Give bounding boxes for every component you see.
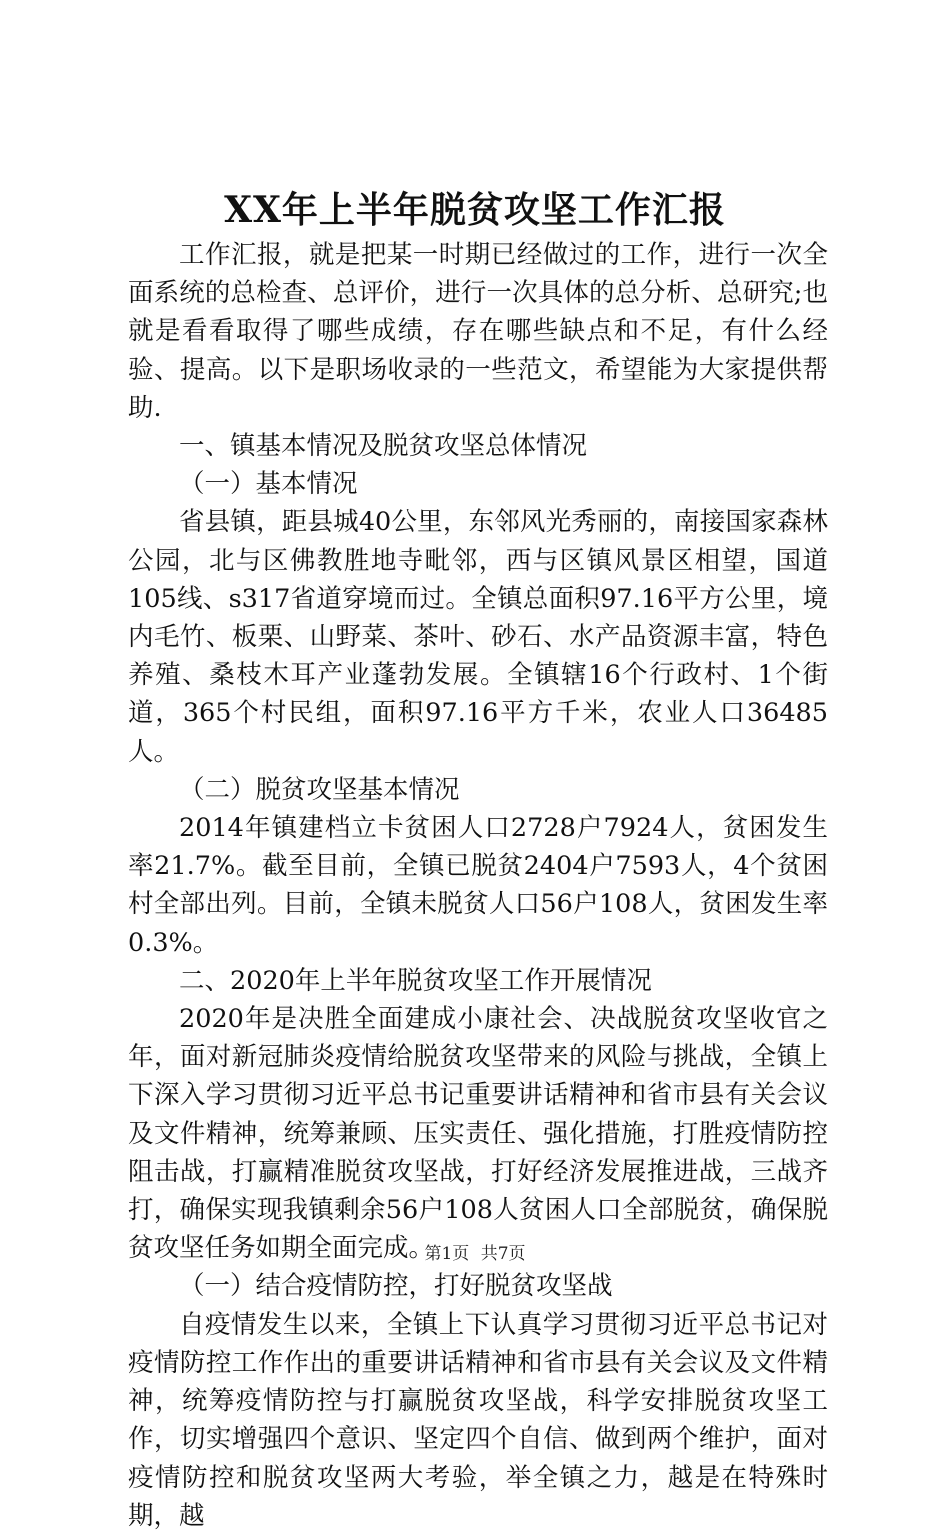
subsection-heading-1-1: （一）基本情况 [179,469,358,500]
page-footer [0,1242,950,1266]
section-heading-1: 一、镇基本情况及脱贫攻坚总体情况 [179,431,588,462]
intro-paragraph: 工作汇报，就是把某一时期已经做过的工作，进行一次全面系统的总检查、总评价，进行一次具体的总分析、总研究;也就是看看取得了哪些成绩，存在哪些缺点和不足，有什么经验、提高。以下是职场收录的一些范文，希望能为大家提供帮助. [128,240,828,423]
body-paragraph: 2014年镇建档立卡贫困人口2728户7924人，贫困发生率21.7%。截至目前，全镇已脱贫2404户7593人，4个贫困村全部出列。目前，全镇未脱贫人口56户108人，贫困发生率0.3%。 [128,813,828,958]
section-heading-2: 二、2020年上半年脱贫攻坚工作开展情况 [179,965,652,996]
document-title: XX年上半年脱贫攻坚工作汇报 [224,189,726,231]
body-paragraph: 自疫情发生以来，全镇上下认真学习贯彻习近平总书记对疫情防控工作作出的重要讲话精神和省市县有关会议及文件精神，统筹疫情防控与打赢脱贫攻坚战，科学安排脱贫攻坚工作，切实增强四个意识、坚定四个自信、做到两个维护，面对疫情防控和脱贫攻坚两大考验，举全镇之力，越是在特殊时期，越 [128,1309,828,1531]
subsection-heading-1-2: （二）脱贫攻坚基本情况 [179,774,460,805]
body-paragraph: 2020年是决胜全面建成小康社会、决战脱贫攻坚收官之年，面对新冠肺炎疫情给脱贫攻坚带来的风险与挑战，全镇上下深入学习贯彻习近平总书记重要讲话精神和省市县有关会议及文件精神，统筹兼顾、压实责任、强化措施，打胜疫情防控阻击战，打赢精准脱贫攻坚战，打好经济发展推进战，三战齐打，确保实现我镇剩余56户108人贫困人口全部脱贫，确保脱贫攻坚任务如期全面完成。 [128,1004,828,1264]
document-body [128,236,828,1535]
body-paragraph: 省县镇，距县城40公里，东邻风光秀丽的，南接国家森林公园，北与区佛教胜地寺毗邻，西与区镇风景区相望，国道105线、s317省道穿境而过。全镇总面积97.16平方公里，境内毛竹、板栗、山野菜、茶叶、砂石、水产品资源丰富，特色养殖、桑枝木耳产业蓬勃发展。全镇辖16个行政村、1个街道，365个村民组，面积97.16平方千米，农业人口36485人。 [128,507,828,767]
subsection-heading-2-1: （一）结合疫情防控，打好脱贫攻坚战 [179,1271,613,1302]
page-number-current: 第1页 [424,1244,470,1264]
page-number-total: 共7页 [480,1244,526,1264]
